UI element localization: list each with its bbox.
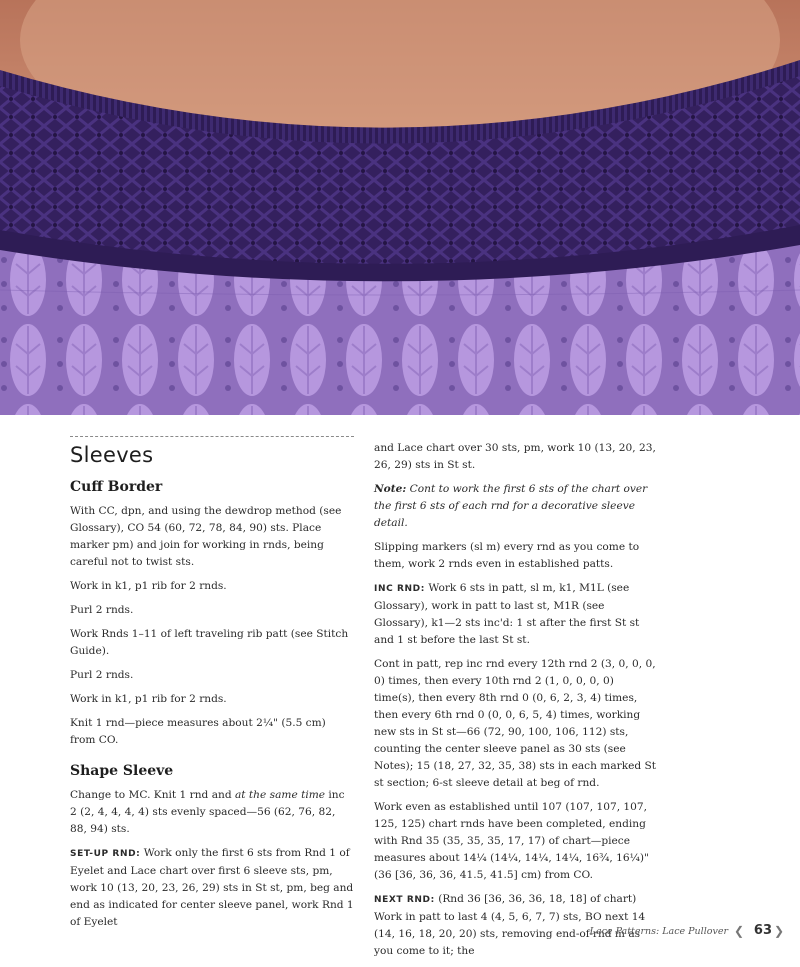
shape-text: inc 2 (2, 4, 4, 4, 4) sts evenly spaced—56 (62, 76, 82, 88, 94) sts. xyxy=(70,789,345,835)
section-rule xyxy=(70,436,354,437)
cuff-paragraph: Work in k1, p1 rib for 2 rnds. xyxy=(70,693,227,705)
page-footer xyxy=(560,923,784,941)
page-number: 63 xyxy=(753,923,772,938)
next-label: NEXT RND: xyxy=(374,895,435,905)
body-paragraph: Slipping markers (sl m) every rnd as you come to them, work 2 rnds even in established patts. xyxy=(374,541,640,570)
body-paragraph: Cont in patt, rep inc rnd every 12th rnd 2 (3, 0, 0, 0, 0) times, then every 10th rnd 2 (1, 0, 0, 0, 0) time(s), then every 8th rnd 0 (0, 6, 2, 3, 4) times, then every 6th rnd 0 (0, 0, 6, 5, 4) times, working new sts in St st—66 (72, 90, 100, 106, 112) sts, counting the center sleeve panel as 30 sts (see Notes); 15 (18, 27, 32, 35, 38) sts in each marked St st section; 6-st sleeve detail at beg of rnd. xyxy=(374,658,657,789)
cuff-paragraph: Work in k1, p1 rib for 2 rnds. xyxy=(70,580,227,592)
shape-heading: Shape Sleeve xyxy=(70,763,174,779)
shape-emphasis: at the same time xyxy=(234,789,326,801)
setup-paragraph xyxy=(70,845,354,931)
continued-paragraph: and Lace chart over 30 sts, pm, work 10 (13, 20, 23, 26, 29) sts in St st. xyxy=(374,442,656,471)
setup-text: Work only the first 6 sts from Rnd 1 of Eyelet and Lace chart over first 6 sleeve sts, pm, work 10 (13, 20, 23, 26, 29) sts in St st, pm, beg and end as indicated for center sleeve panel, work Rnd 1 of Eyelet xyxy=(70,847,354,928)
cuff-paragraph: Purl 2 rnds. xyxy=(70,669,134,681)
left-column xyxy=(70,436,354,938)
cuff-paragraph: Knit 1 rnd—piece measures about 2¼" (5.5 cm) from CO. xyxy=(70,717,326,746)
cuff-paragraph: With CC, dpn, and using the dewdrop method (see Glossary), CO 54 (60, 72, 78, 84, 90) sts. Place marker pm) and join for working in rnds, being careful not to twist sts. xyxy=(70,505,342,568)
shape-text: Change to MC. Knit 1 rnd and xyxy=(70,789,235,801)
note-paragraph xyxy=(374,481,658,532)
body-paragraph: Work even as established until 107 (107, 107, 107, 125, 125) chart rnds have been completed, ending with Rnd 35 (35, 35, 35, 17, 17) of chart—piece measures about 14¼ (14¼, 14¼, 14¼, 16¾, 16¼)" (36 [36, 36, 36, 41.5, 41.5] cm) from CO. xyxy=(374,801,649,881)
shape-paragraph xyxy=(70,787,354,838)
inc-paragraph xyxy=(374,580,658,649)
right-column xyxy=(374,440,658,967)
laurel-left-icon: ❮ xyxy=(733,924,744,938)
note-label: Note: xyxy=(374,483,407,495)
section-title: Sleeves xyxy=(70,443,154,467)
knit-yoke-photo xyxy=(0,0,800,415)
next-text: (Rnd 36 [36, 36, 36, 18, 18] of chart) Work in patt to last 4 (4, 5, 6, 7, 7) sts, BO next 14 (14, 16, 18, 20, 20) sts, removing end-of-rnd m as you come to it; the xyxy=(374,893,646,957)
inc-label: INC RND: xyxy=(374,584,425,594)
cuff-heading: Cuff Border xyxy=(70,479,163,495)
cuff-paragraph: Purl 2 rnds. xyxy=(70,604,134,616)
setup-label: SET-UP RND: xyxy=(70,849,141,859)
laurel-right-icon: ❯ xyxy=(773,924,784,938)
inc-text: Work 6 sts in patt, sl m, k1, M1L (see Glossary), work in patt to last st, M1R (see Glossary), k1—2 sts inc'd: 1 st after the first St st and 1 st before the last St st. xyxy=(374,582,640,646)
running-footer: Lace Patterns: Lace Pullover xyxy=(589,926,728,937)
note-text: Cont to work the first 6 sts of the chart over the first 6 sts of each rnd for a decorative sleeve detail. xyxy=(374,483,648,529)
cuff-paragraph: Work Rnds 1–11 of left traveling rib patt (see Stitch Guide). xyxy=(70,628,349,657)
